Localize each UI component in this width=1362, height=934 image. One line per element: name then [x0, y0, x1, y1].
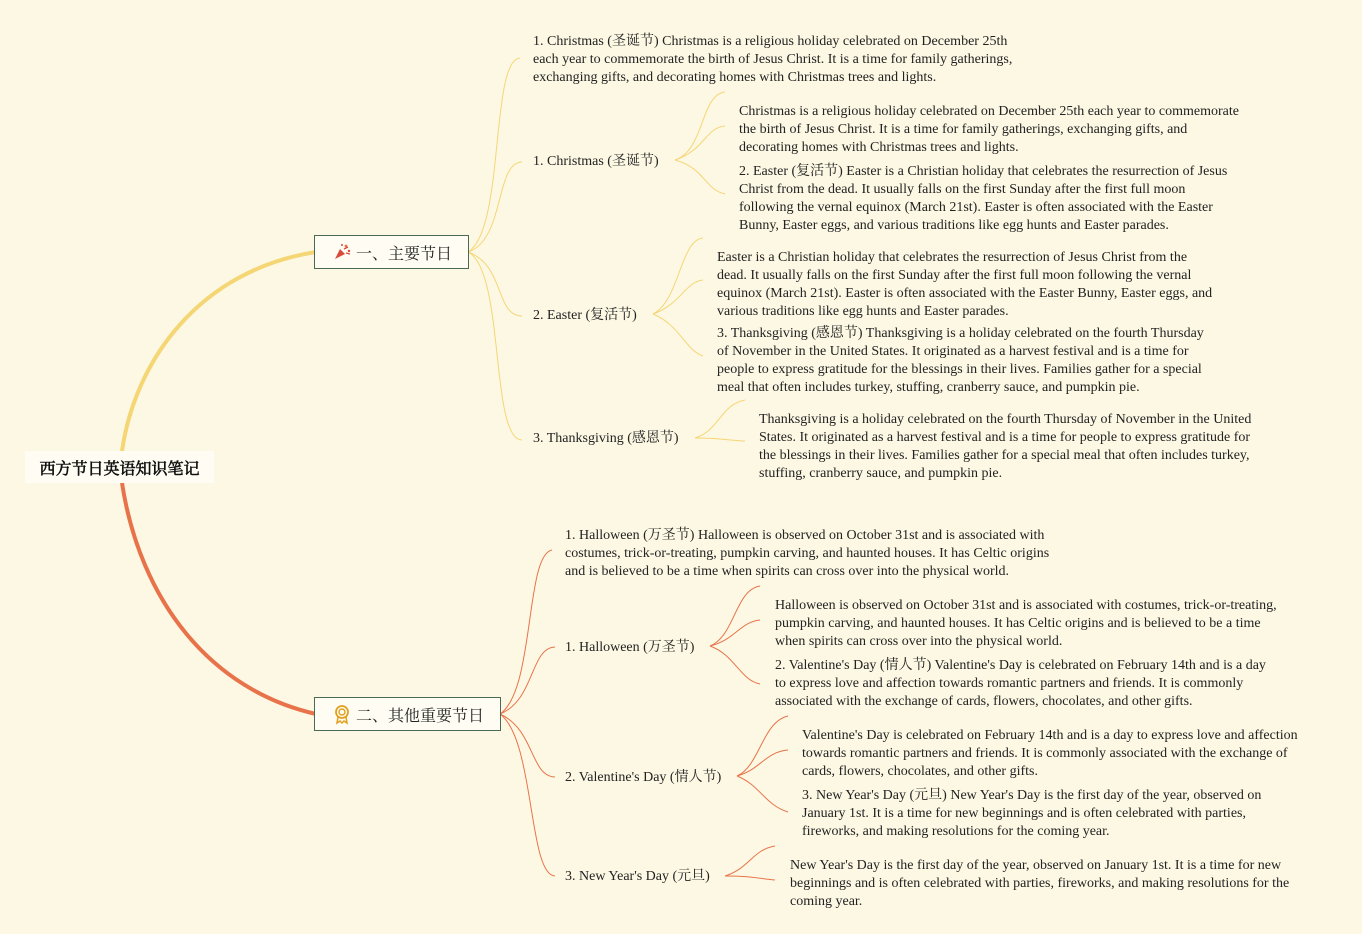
- detail-halloween-next[interactable]: 2. Valentine's Day (情人节) Valentine's Day is celebrated on February 14th and is a day to express love and affection towards romantic partners and friends. It is commonly associated with the exchange of cards, flowers, chocolates, and other gifts.: [775, 658, 1266, 709]
- root-connector-1: [122, 252, 316, 451]
- b1-line-c1: [468, 162, 522, 252]
- b2c3-line-d1b: [725, 876, 775, 880]
- b1c3-line-d1: [695, 400, 745, 438]
- subtopic-valentines[interactable]: 2. Valentine's Day (情人节): [565, 770, 722, 785]
- b1c2-line-d2: [653, 314, 703, 356]
- detail-easter-next[interactable]: 3. Thanksgiving (感恩节) Thanksgiving is a holiday celebrated on the fourth Thursday of November in the United States. It originated as a harvest festival and is a time for people to express gratitude for the blessings in their lives. Families gather for a special meal that often includes turkey, stuffing, cranberry sauce, and pumpkin pie.: [717, 326, 1204, 395]
- b2-line-c1: [500, 647, 555, 714]
- b1-line-c2: [468, 252, 522, 316]
- b1c1-line-d1b: [675, 126, 725, 160]
- detail-valentines[interactable]: Valentine's Day is celebrated on February 14th and is a day to express love and affection towards romantic partners and friends. It is commonly associated with the exchange of cards, flowers, chocolates, and other gifts.: [802, 728, 1298, 779]
- b2-line-c3: [500, 714, 555, 876]
- b2c2-line-d1: [737, 716, 788, 776]
- b2-line-intro: [500, 550, 552, 714]
- b1-line-intro: [468, 58, 520, 252]
- subtopic-christmas[interactable]: 1. Christmas (圣诞节): [533, 154, 659, 169]
- detail-christmas-next[interactable]: 2. Easter (复活节) Easter is a Christian holiday that celebrates the resurrection of Jesus Christ from the dead. It usually falls on the first Sunday after the first full moon following the vernal equinox (March 21st). Easter is often associated with the Easter Bunny, Easter eggs, and various traditions like egg hunts and Easter parades.: [739, 164, 1228, 233]
- root-connector-2: [122, 483, 316, 714]
- subtopic-new-years-day[interactable]: 3. New Year's Day (元旦): [565, 869, 710, 884]
- b1c1-line-d1: [675, 92, 725, 160]
- b2c1-line-d1b: [710, 620, 760, 646]
- branch-major-holidays[interactable]: [314, 235, 469, 269]
- branch-title: 二、其他重要节日: [356, 705, 485, 725]
- subtopic-thanksgiving[interactable]: 3. Thanksgiving (感恩节): [533, 431, 679, 446]
- b2c3-line-d1: [725, 846, 775, 876]
- detail-valentines-next[interactable]: 3. New Year's Day (元旦) New Year's Day is the first day of the year, observed on January 1st. It is a time for new beginnings and is often celebrated with parties, fireworks, and making resolutions for the coming year.: [802, 788, 1262, 839]
- award-ribbon-icon: [332, 704, 352, 724]
- detail-new-years-day[interactable]: New Year's Day is the first day of the year, observed on January 1st. It is a time for new beginnings and is often celebrated with parties, fireworks, and making resolutions for the coming year.: [790, 858, 1290, 909]
- b1c3-line-d1b: [695, 438, 745, 441]
- branch-other-holidays[interactable]: [314, 697, 501, 731]
- b2c2-line-d1b: [737, 750, 788, 776]
- b1c2-line-d1: [653, 238, 703, 314]
- b2c1-line-d2: [710, 646, 760, 684]
- root-topic[interactable]: 西方节日英语知识笔记: [25, 451, 214, 483]
- detail-thanksgiving[interactable]: Thanksgiving is a holiday celebrated on the fourth Thursday of November in the United States. It originated as a harvest festival and is a time for people to express gratitude for the blessings in their lives. Families gather for a special meal that often includes turkey, stuffing, cranberry sauce, and pumpkin pie.: [759, 412, 1252, 481]
- detail-christmas[interactable]: Christmas is a religious holiday celebrated on December 25th each year to commemorate the birth of Jesus Christ. It is a time for family gatherings, exchanging gifts, and decorating homes with Christmas trees and lights.: [739, 104, 1239, 155]
- party-popper-icon: [332, 242, 352, 262]
- branch-title: 一、主要节日: [356, 243, 453, 263]
- b2c2-line-d2: [737, 776, 788, 812]
- b1c1-line-d2: [675, 160, 725, 194]
- branch-intro-text[interactable]: 1. Halloween (万圣节) Halloween is observed on October 31st and is associated with costumes, trick-or-treating, pumpkin carving, and haunted houses. It has Celtic origins and is believed to be a time when spirits can cross over into the physical world.: [565, 528, 1050, 579]
- detail-easter[interactable]: Easter is a Christian holiday that celebrates the resurrection of Jesus Christ from the dead. It usually falls on the first Sunday after the first full moon following the vernal equinox (March 21st). Easter is often associated with the Easter Bunny, Easter eggs, and various traditions like egg hunts and Easter parades.: [717, 250, 1213, 319]
- subtopic-easter[interactable]: 2. Easter (复活节): [533, 308, 637, 323]
- branch-intro-text[interactable]: 1. Christmas (圣诞节) Christmas is a religious holiday celebrated on December 25th each year to commemorate the birth of Jesus Christ. It is a time for family gatherings, exchanging gifts, and decorating homes with Christmas trees and lights.: [533, 34, 1013, 85]
- detail-halloween[interactable]: Halloween is observed on October 31st and is associated with costumes, trick-or-treating, pumpkin carving, and haunted houses. It has Celtic origins and is believed to be a time when spirits can cross over into the physical world.: [775, 598, 1277, 649]
- subtopic-halloween[interactable]: 1. Halloween (万圣节): [565, 640, 695, 655]
- b2c1-line-d1: [710, 586, 760, 646]
